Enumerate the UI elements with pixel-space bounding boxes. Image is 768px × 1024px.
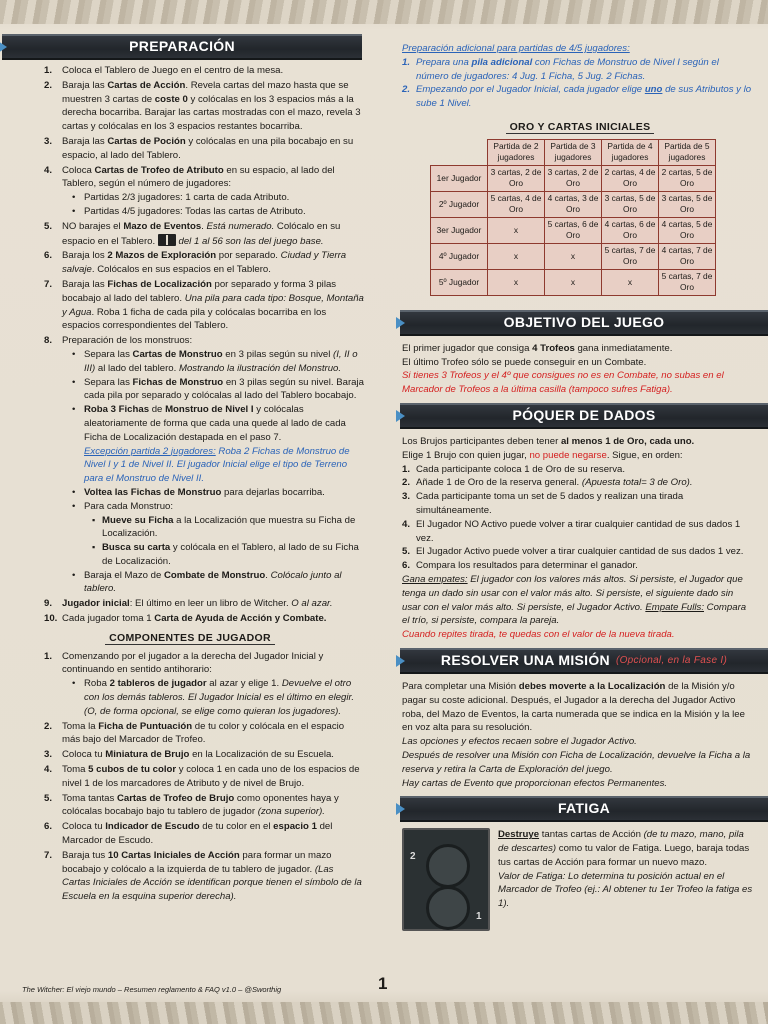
table-header: Partida de 4 jugadores — [602, 139, 659, 165]
table-header: Partida de 2 jugadores — [488, 139, 545, 165]
banner-arrow-icon — [396, 803, 405, 815]
left-column — [0, 34, 380, 905]
list-item: 7. Baraja las Fichas de Localización por separado y forma 3 pilas bocabajo al lado del tablero. Una pila para cada tipo: Bosque, Montaña y Agua. Roba 1 ficha de cada pila y colócalas bocarriba en los espacios correspondientes del Tablero. — [44, 278, 364, 332]
list-item: 1. Coloca el Tablero de Juego en el centro de la mesa. — [44, 65, 284, 76]
preparacion-title: PREPARACIÓN — [129, 38, 235, 55]
book-icon — [158, 234, 176, 246]
list-item: 2. Baraja las Cartas de Acción. Revela cartas del mazo hasta que se muestren 3 cartas de coste 0 y colócalas en los 3 espacios más a la derecha bocarriba. Barajar las cartas mostradas con el mazo, revela 3 cartas y colócalas en los 3 espacios restantes bocarriba. — [44, 79, 361, 133]
list-item: • Roba 3 Fichas de Monstruo de Nivel I y colócalas aleatoriamente de forma que cada una quede al lado de cada Ficha de Localización destapada en el paso 7. Excepción partida 2 jugadores: Roba 2 Fichas de Monstruo de Nivel I y 1 de Nivel II. El jugador Inicial elige el tipo de Terreno para el Monstruo de Nivel II. — [84, 403, 364, 486]
table-row: 1er Jugador 3 cartas, 2 de Oro 3 cartas, 2 de Oro 2 cartas, 4 de Oro 2 cartas, 5 de Oro — [431, 165, 716, 191]
list-item: 1. Comenzando por el jugador a la derecha del Jugador Inicial y continuando en sentido antihorario: • Roba 2 tableros de jugador al azar y elige 1. Devuelve el otro con los demás tableros. El Jugador Inicial es el último en elegir. (O, de forma opcional, se elige como quieran los jugadores). — [62, 650, 364, 719]
list-item: 2. Toma la Ficha de Puntuación de tu color y colócala en el espacio más bajo del Marcador de Trofeo. — [44, 720, 345, 746]
torn-edge-bottom — [0, 1002, 768, 1024]
table-header: Partida de 5 jugadores — [659, 139, 716, 165]
table-header: Partida de 3 jugadores — [545, 139, 602, 165]
list-item: 2. Empezando por el Jugador Inicial, cada jugador elige uno de sus Atributos y lo sube 1 Nivel. — [402, 84, 752, 110]
mision-section: Para completar una Misión debes moverte a la Localización de la Misión y/o pagar su coste adicional. Después, el Jugador a la derecha del Jugador Activo roba, del Mazo de Eventos, la carta numerada que se indica en la Misión y la lee en voz alta para su resolución. Las opciones y efectos recaen sobre el Jugador Activo. Después de resolver una Misión con Ficha de Localización, devuelve la Ficha a la reserva y retira la Carta de Exploración del juego. Hay cartas de Evento que proporcionan efectos Permanentes. — [402, 680, 751, 789]
list-item: 9. Jugador inicial: El último en leer un libro de Witcher. O al azar. — [44, 598, 333, 610]
fatiga-banner: FATIGA — [400, 796, 768, 822]
oro-heading: ORO Y CARTAS INICIALES — [392, 121, 768, 135]
list-item: 3. Cada participante toma un set de 5 dados y realizan una tirada simultáneamente. — [402, 491, 684, 516]
list-item: 1. Cada participante coloca 1 de Oro de su reserva. — [402, 463, 626, 475]
fatiga-marker-image: 2 1 — [402, 828, 490, 931]
list-item: • Voltea las Fichas de Monstruo para dejarlas bocarriba. — [84, 486, 364, 500]
list-item: • Partidas 4/5 jugadores: Todas las cartas de Atributo. — [84, 205, 364, 219]
banner-arrow-icon — [0, 41, 7, 53]
marker-circle-icon — [426, 886, 470, 930]
list-item: 2. Añade 1 de Oro de la reserva general. (Apuesta total= 3 de Oro). — [402, 477, 693, 489]
list-item: 3. Coloca tu Miniatura de Brujo en la Localización de su Escuela. — [44, 749, 334, 761]
list-item: 8. Preparación de los monstruos: • Separa las Cartas de Monstruo en 3 pilas según su nivel (I, II o III) al lado del tablero. Mostrando la ilustración del Monstruo. • Separa las Fichas de Monstruo en 3 pilas según su nivel. Baraja cada pila por separado y colócalas al lado del Tablero bocabajo. • Roba 3 Fichas de Monstruo de Nivel I y colócalas aleatoriamente de forma que cada una quede al lado de cada Ficha de Localización destapada en el paso 7. Excepción partida 2 jugadores: Roba 2 Fichas de Monstruo de Nivel I y 1 de Nivel II. El jugador Inicial elige el tipo de Terreno para el Monstruo de Nivel II. • Voltea las Fichas de Monstruo para dejarlas bocarriba. • Para cada Monstruo: ▪ Mueve su Ficha a la Localización que muestra su Ficha de Localización. ▪ Busca su carta y colócala en el Tablero, al lado de su Ficha de Localización. • Baraja el Mazo de Combate de Monstruo. Colócalo junto al tablero. — [62, 334, 364, 596]
list-item: 1. Prepara una pila adicional con Fichas de Monstruo de Nivel I según el número de jugadores: 4 Jug. 1 Ficha, 5 Jug. 2 Fichas. — [402, 56, 719, 82]
list-item: 10. Cada jugador toma 1 Carta de Ayuda de Acción y Combate. — [44, 613, 327, 625]
list-item: • Baraja el Mazo de Combate de Monstruo. Colócalo junto al tablero. — [84, 569, 364, 597]
list-item: 7. Baraja tus 10 Cartas Iniciales de Acción para formar un mazo bocabajo y colócalo a la izquierda de tu tablero de jugador. (Las Cartas Iniciales de Acción se identifican porque tienen el símbolo de la Escuela en la esquina superior derecha). — [44, 849, 362, 903]
marker-circle-icon — [426, 844, 470, 888]
preparacion-list — [0, 64, 380, 626]
list-item: 5. El Jugador Activo puede volver a tirar cualquier cantidad de sus dados 1 vez. — [402, 546, 744, 558]
list-item: • Partidas 2/3 jugadores: 1 carta de cada Atributo. — [84, 191, 364, 205]
list-item: 4. Toma 5 cubos de tu color y coloca 1 en cada uno de los espacios de nivel 1 de los marcadores de Atributo y de nivel de Brujo. — [44, 764, 360, 789]
adicional-title: Preparación adicional para partidas de 4/5 jugadores: — [402, 43, 630, 54]
fatiga-text: Destruye tantas cartas de Acción (de tu mazo, mano, pila de descartes) como tu valor de Fatiga. Luego, baraja todas tus cartas de Acción para formar un nuevo mazo. Valor de Fatiga: Lo determina tu posición actual en el Marcador de Trofeo (ej.: Al obtener tu 1er Trofeo la fatiga es 1). — [498, 829, 753, 910]
list-item: 4. El Jugador NO Activo puede volver a tirar cualquier cantidad de sus dados 1 vez. — [402, 518, 741, 544]
componentes-heading: COMPONENTES DE JUGADOR — [0, 632, 380, 646]
right-column — [392, 42, 768, 931]
list-item: 6. Compara los resultados para determinar el ganador. — [402, 560, 638, 572]
list-item: • Separa las Fichas de Monstruo en 3 pilas según su nivel. Baraja cada pila por separado y colócalas al lado del Tablero bocabajo. — [84, 376, 364, 404]
list-item: • Separa las Cartas de Monstruo en 3 pilas según su nivel (I, II o III) al lado del tablero. Mostrando la ilustración del Monstruo. — [84, 348, 364, 376]
preparacion-banner — [2, 34, 362, 60]
objetivo-banner: OBJETIVO DEL JUEGO — [400, 310, 768, 336]
list-item: 6. Coloca tu Indicador de Escudo de tu color en el espacio 1 del Marcador de Escudo. — [44, 821, 333, 847]
page-number: 1 — [378, 974, 388, 993]
list-item: 3. Baraja las Cartas de Poción y colócalas en una pila bocabajo en su espacio, al lado del Tablero. — [44, 135, 354, 161]
oro-table — [430, 139, 716, 296]
poquer-section: Los Brujos participantes deben tener al menos 1 de Oro, cada uno. Elige 1 Brujo con quien jugar, no puede negarse. Sigue, en orden: 1. Cada participante coloca 1 de Oro de su reserva. 2. Añade 1 de Oro de la reserva general. (Apuesta total= 3 de Oro). 3. Cada participante toma un set de 5 dados y realizan una tirada simultáneamente. 4. El Jugador NO Activo puede volver a tirar cualquier cantidad de sus dados 1 vez. 5. El Jugador Activo puede volver a tirar cualquier cantidad de sus dados 1 vez. 6. Compara los resultados para determinar el ganador. Gana empates: El jugador con los valores más altos. Si persiste, el Jugador que tenga un dado sin usar con el valor más alto. Si persiste, el siguiente dado sin usar con el valor más alto. Si persiste, el Jugador Activo. Empate Fulls: Compara el trío, si persiste, compara la pareja. Cuando repites tirada, te quedas con el valor de la nueva tirada. — [392, 435, 768, 642]
banner-arrow-icon — [396, 317, 405, 329]
list-item: 5. NO barajes el Mazo de Eventos. Está numerado. Colócalo en su espacio en el Tablero. del 1 al 56 son las del juego base. — [44, 220, 341, 247]
list-item: ▪ Busca su carta y colócala en el Tablero, al lado de su Ficha de Localización. — [102, 541, 364, 569]
banner-arrow-icon — [396, 410, 405, 422]
list-item: • Para cada Monstruo: ▪ Mueve su Ficha a la Localización que muestra su Ficha de Localización. ▪ Busca su carta y colócala en el Tablero, al lado de su Ficha de Localización. — [84, 500, 364, 569]
poquer-banner: PÓQUER DE DADOS — [400, 403, 768, 429]
torn-edge-top — [0, 0, 768, 24]
table-row: 3er Jugador x 5 cartas, 6 de Oro 4 cartas, 6 de Oro 4 cartas, 5 de Oro — [431, 217, 716, 243]
adicional-section — [392, 42, 768, 111]
objetivo-section: El primer jugador que consiga 4 Trofeos gana inmediatamente. El último Trofeo sólo se puede conseguir en un Combate. Si tienes 3 Trofeos y el 4º que consigues no es en Combate, no subas en el Marcador de Trofeos a la última casilla (tampoco sufres Fatiga). — [402, 342, 724, 396]
list-item: • Roba 2 tableros de jugador al azar y elige 1. Devuelve el otro con los demás tableros. El Jugador Inicial es el último en elegir. (O, de forma opcional, se elige como quieran los jugadores). — [84, 677, 364, 718]
mision-banner: RESOLVER UNA MISIÓN (Opcional, en la Fase I) — [400, 648, 768, 674]
table-row: 4º Jugador x x 5 cartas, 7 de Oro 4 cartas, 7 de Oro — [431, 243, 716, 269]
componentes-list — [0, 650, 380, 904]
banner-arrow-icon — [396, 655, 405, 667]
fatiga-section — [392, 828, 768, 931]
list-item: 5. Toma tantas Cartas de Trofeo de Brujo como oponentes haya y colócalas bocabajo bajo tu tablero de jugador (zona superior). — [44, 792, 339, 818]
list-item: 6. Baraja los 2 Mazos de Exploración por separado. Ciudad y Tierra salvaje. Colócalos en sus espacios en el Tablero. — [44, 250, 347, 276]
list-item: 4. Coloca Cartas de Trofeo de Atributo en su espacio, al lado del Tablero, según el número de jugadores: • Partidas 2/3 jugadores: 1 carta de cada Atributo. • Partidas 4/5 jugadores: Todas las cartas de Atributo. — [62, 164, 364, 219]
list-item: ▪ Mueve su Ficha a la Localización que muestra su Ficha de Localización. — [102, 514, 364, 542]
footer-credit: The Witcher: El viejo mundo – Resumen reglamento & FAQ v1.0 – @Sworthig — [22, 985, 282, 994]
table-row: 2º Jugador 5 cartas, 4 de Oro 4 cartas, 3 de Oro 3 cartas, 5 de Oro 3 cartas, 5 de Oro — [431, 191, 716, 217]
table-row: 5º Jugador x x x 5 cartas, 7 de Oro — [431, 269, 716, 295]
